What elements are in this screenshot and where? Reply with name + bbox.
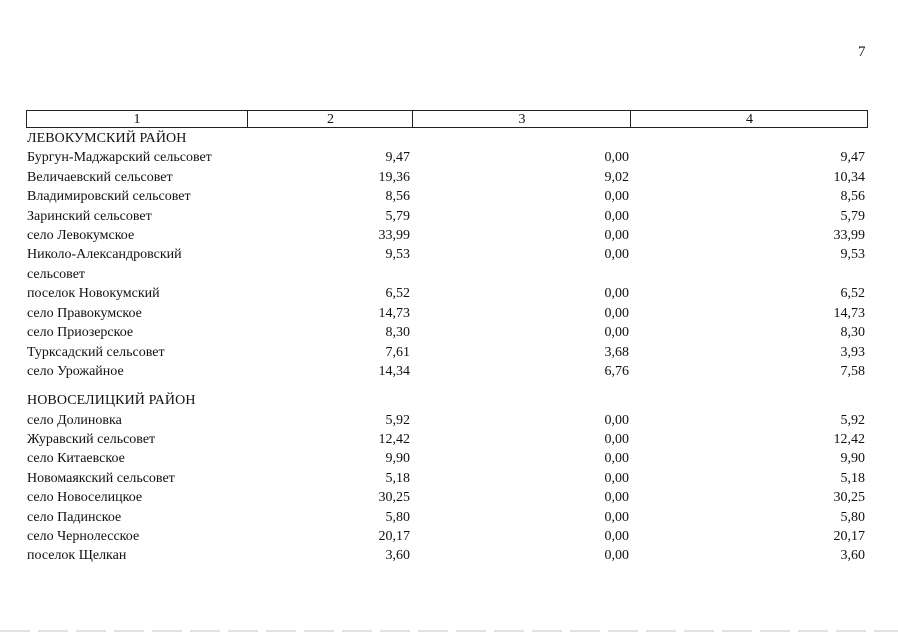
row-value-col4: 33,99 — [833, 227, 865, 243]
header-col-4: 4 — [630, 111, 868, 127]
row-value-col3: 6,76 — [604, 363, 629, 379]
scan-artifact — [0, 630, 898, 632]
row-name: поселок Новокумский — [27, 286, 160, 302]
table-row — [26, 304, 868, 323]
row-value-col3: 0,00 — [604, 490, 629, 506]
header-col-3: 3 — [412, 111, 631, 127]
row-value-col2: 5,92 — [385, 412, 410, 428]
region-title: НОВОСЕЛИЦКИЙ РАЙОН — [27, 393, 196, 409]
row-value-col2: 8,56 — [385, 189, 410, 205]
row-value-col3: 0,00 — [604, 150, 629, 166]
table-row — [26, 546, 868, 565]
row-value-col4: 12,42 — [833, 432, 865, 448]
table-row — [26, 488, 868, 507]
row-value-col2: 33,99 — [378, 227, 410, 243]
row-value-col3: 0,00 — [604, 412, 629, 428]
row-value-col3: 0,00 — [604, 286, 629, 302]
row-name: Новомаякский сельсовет — [27, 470, 175, 486]
row-value-col3: 0,00 — [604, 470, 629, 486]
row-value-col4: 20,17 — [833, 529, 865, 545]
row-name: Николо-Александровский сельсовет — [27, 247, 182, 282]
row-value-col3: 0,00 — [604, 189, 629, 205]
row-value-col2: 30,25 — [378, 490, 410, 506]
table-row — [26, 168, 868, 187]
row-name: Бургун-Маджарский сельсовет — [27, 150, 212, 166]
table-row — [26, 430, 868, 449]
row-value-col3: 0,00 — [604, 208, 629, 224]
header-col-1: 1 — [133, 112, 141, 127]
row-value-col4: 7,58 — [840, 363, 865, 379]
row-value-col2: 9,53 — [385, 247, 410, 263]
row-value-col3: 0,00 — [604, 548, 629, 564]
table-row — [26, 226, 868, 245]
row-value-col3: 0,00 — [604, 247, 629, 263]
region-title-row — [26, 129, 868, 148]
row-name: село Урожайное — [27, 363, 124, 379]
row-value-col2: 3,60 — [385, 548, 410, 564]
row-value-col4: 14,73 — [833, 305, 865, 321]
table-body — [26, 129, 868, 566]
row-name: село Долиновка — [27, 412, 122, 428]
row-value-col2: 7,61 — [385, 344, 410, 360]
table-row — [26, 245, 868, 284]
row-value-col2: 8,30 — [385, 325, 410, 341]
table-row — [26, 362, 868, 381]
row-value-col4: 8,30 — [840, 325, 865, 341]
row-value-col4: 30,25 — [833, 490, 865, 506]
row-value-col4: 3,60 — [840, 548, 865, 564]
row-value-col2: 14,73 — [378, 305, 410, 321]
row-name: Владимировский сельсовет — [27, 189, 191, 205]
table-row — [26, 508, 868, 527]
row-name: Заринский сельсовет — [27, 208, 152, 224]
row-value-col4: 9,90 — [840, 451, 865, 467]
row-value-col2: 5,18 — [385, 470, 410, 486]
row-value-col2: 5,79 — [385, 208, 410, 224]
table-row — [26, 343, 868, 362]
row-value-col3: 0,00 — [604, 305, 629, 321]
row-name: Турксадский сельсовет — [27, 344, 165, 360]
row-name: село Левокумское — [27, 227, 135, 243]
row-name: поселок Щелкан — [27, 548, 127, 564]
row-value-col4: 8,56 — [840, 189, 865, 205]
table-row — [26, 148, 868, 167]
table-row — [26, 207, 868, 226]
row-value-col3: 0,00 — [604, 432, 629, 448]
row-value-col3: 3,68 — [604, 344, 629, 360]
region-title-row — [26, 391, 868, 410]
row-value-col2: 12,42 — [378, 432, 410, 448]
row-value-col3: 9,02 — [604, 169, 629, 185]
row-value-col3: 0,00 — [604, 227, 629, 243]
header-col-2: 2 — [247, 111, 413, 127]
row-name: Журавский сельсовет — [27, 432, 156, 448]
row-value-col2: 5,80 — [385, 509, 410, 525]
row-value-col3: 0,00 — [604, 325, 629, 341]
row-value-col4: 5,92 — [840, 412, 865, 428]
table-row — [26, 284, 868, 303]
spacer — [26, 381, 868, 391]
row-value-col4: 10,34 — [833, 169, 865, 185]
table-row — [26, 411, 868, 430]
row-name: село Новоселицкое — [27, 490, 143, 506]
row-name: село Правокумское — [27, 305, 142, 321]
table-row — [26, 323, 868, 342]
row-value-col2: 14,34 — [378, 363, 410, 379]
row-value-col2: 19,36 — [378, 169, 410, 185]
row-value-col4: 9,53 — [840, 247, 865, 263]
row-value-col2: 9,47 — [385, 150, 410, 166]
page-number: 7 — [858, 44, 866, 60]
row-value-col3: 0,00 — [604, 529, 629, 545]
row-value-col2: 9,90 — [385, 451, 410, 467]
row-value-col4: 3,93 — [840, 344, 865, 360]
region-title: ЛЕВОКУМСКИЙ РАЙОН — [27, 131, 187, 146]
row-value-col3: 0,00 — [604, 509, 629, 525]
table-row — [26, 449, 868, 468]
row-value-col2: 6,52 — [385, 286, 410, 302]
table-row — [26, 527, 868, 546]
row-value-col4: 5,79 — [840, 208, 865, 224]
row-name: село Китаевское — [27, 451, 125, 467]
table-header — [26, 110, 868, 128]
row-value-col3: 0,00 — [604, 451, 629, 467]
row-value-col4: 9,47 — [840, 150, 865, 166]
row-value-col2: 20,17 — [378, 529, 410, 545]
row-value-col4: 5,18 — [840, 470, 865, 486]
row-name: село Падинское — [27, 509, 122, 525]
table-row — [26, 187, 868, 206]
table-row — [26, 469, 868, 488]
row-name: село Приозерское — [27, 325, 134, 341]
row-value-col4: 6,52 — [840, 286, 865, 302]
row-value-col4: 5,80 — [840, 509, 865, 525]
row-name: село Чернолесское — [27, 529, 140, 545]
row-name: Величаевский сельсовет — [27, 169, 173, 185]
